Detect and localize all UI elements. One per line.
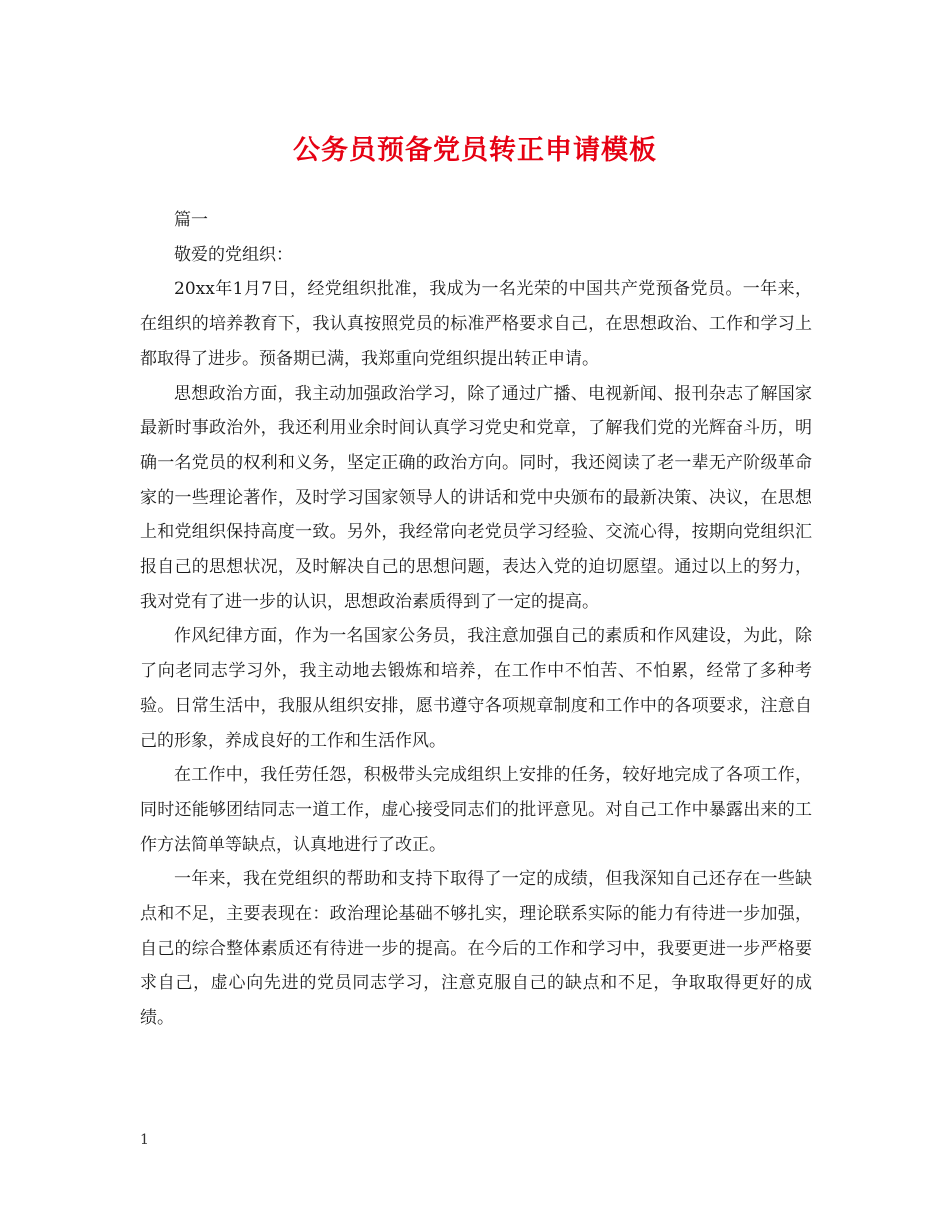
section-heading: 篇一 <box>174 210 208 230</box>
document-body <box>140 203 812 1036</box>
paragraph-intro: 20xx年1月7日，经党组织批准，我成为一名光荣的中国共产党预备党员。一年来，在组织的培养教育下，我认真按照党员的标准严格要求自己，在思想政治、工作和学习上都取得了进步。预备期已满，我郑重向党组织提出转正申请。 <box>140 279 812 369</box>
page-number: 1 <box>140 1132 149 1148</box>
salutation: 敬爱的党组织： <box>174 244 293 265</box>
page-title: 公务员预备党员转正申请模板 <box>293 135 657 166</box>
paragraph-shortcomings: 一年来，我在党组织的帮助和支持下取得了一定的成绩，但我深知自己还存在一些缺点和不足，主要表现在：政治理论基础不够扎实，理论联系实际的能力有待进一步加强，自己的综合整体素质还有待进一步的提高。在今后的工作和学习中，我要更进一步严格要求自己，虚心向先进的党员同志学习，注意克服自己的缺点和不足，争取取得更好的成绩。 <box>140 869 812 1029</box>
paragraph-work: 在工作中，我任劳任怨，积极带头完成组织上安排的任务，较好地完成了各项工作，同时还能够团结同志一道工作，虚心接受同志们的批评意见。对自己工作中暴露出来的工作方法简单等缺点，认真地进行了改正。 <box>140 765 812 855</box>
paragraph-discipline: 作风纪律方面，作为一名国家公务员，我注意加强自己的素质和作风建设，为此，除了向老同志学习外，我主动地去锻炼和培养，在工作中不怕苦、不怕累，经常了多种考验。日常生活中，我服从组织安排，愿书遵守各项规章制度和工作中的各项要求，注意自己的形象，养成良好的工作和生活作风。 <box>140 626 812 751</box>
paragraph-political: 思想政治方面，我主动加强政治学习，除了通过广播、电视新闻、报刊杂志了解国家最新时事政治外，我还利用业余时间认真学习党史和党章，了解我们党的光辉奋斗历，明确一名党员的权利和义务，坚定正确的政治方向。同时，我还阅读了老一辈无产阶级革命家的一些理论著作，及时学习国家领导人的讲话和党中央颁布的最新决策、决议，在思想上和党组织保持高度一致。另外，我经常向老党员学习经验、交流心得，按期向党组织汇报自己的思想状况，及时解决自己的思想问题，表达入党的迫切愿望。通过以上的努力，我对党有了进一步的认识，思想政治素质得到了一定的提高。 <box>140 383 812 612</box>
